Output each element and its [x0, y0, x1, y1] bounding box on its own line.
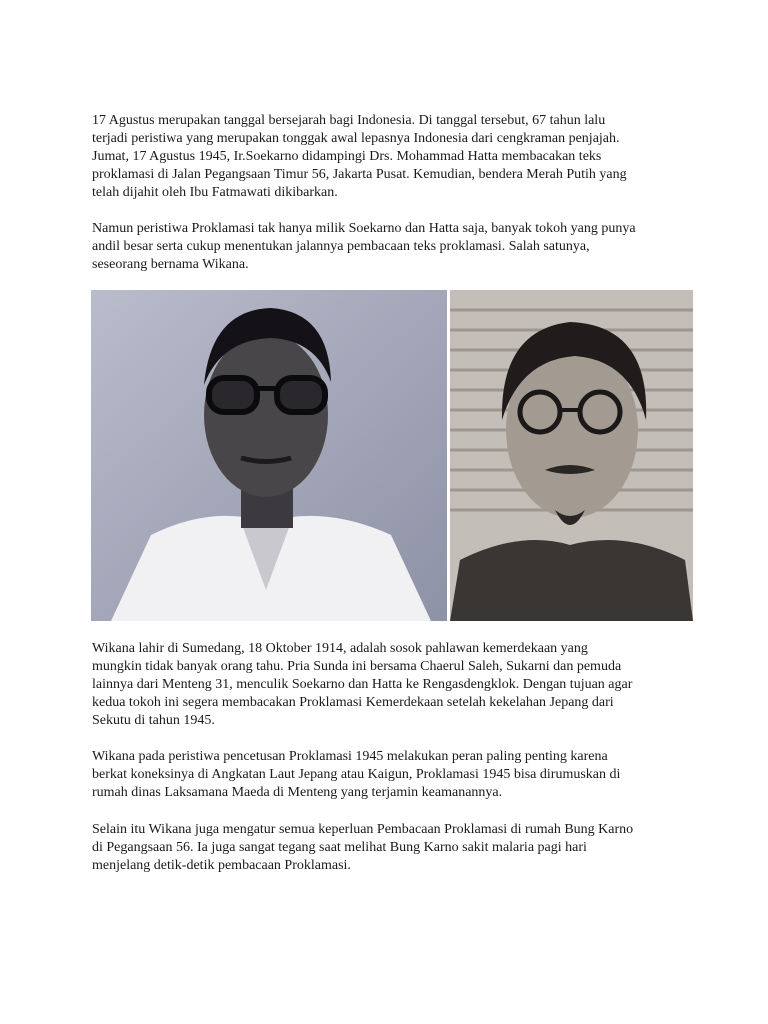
text-line: Jumat, 17 Agustus 1945, Ir.Soekarno didampingi Drs. Mohammad Hatta membacakan teks: [92, 149, 602, 164]
text-line: berkat koneksinya di Angkatan Laut Jepang atau Kaigun, Proklamasi 1945 bisa dirumuskan di: [92, 767, 621, 782]
portrait-right-drawing: [450, 290, 693, 621]
text-line: andil besar serta cukup menentukan jalannya pembacaan teks proklamasi. Salah satunya,: [92, 239, 590, 254]
text-line: Wikana pada peristiwa pencetusan Proklamasi 1945 melakukan peran paling penting karena: [92, 749, 608, 764]
text-line: menjelang detik-detik pembacaan Proklamasi.: [92, 858, 351, 873]
text-line: Wikana lahir di Sumedang, 18 Oktober 1914, adalah sosok pahlawan kemerdekaan yang: [92, 641, 588, 656]
paragraph-wikana-intro: [92, 220, 702, 274]
paragraph-wikana-role: [92, 748, 702, 802]
portrait-left-drawing: [91, 290, 447, 621]
text-line: Sekutu di tahun 1945.: [92, 713, 215, 728]
text-line: di Pegangsaan 56. Ia juga sangat tegang saat melihat Bung Karno sakit malaria pagi hari: [92, 840, 587, 855]
portrait-photo-left: [91, 290, 447, 621]
paragraph-intro: [92, 112, 702, 202]
text-line: rumah dinas Laksamana Maeda di Menteng yang terjamin keamanannya.: [92, 785, 503, 800]
text-line: mungkin tidak banyak orang tahu. Pria Sunda ini bersama Chaerul Saleh, Sukarni dan pemuda: [92, 659, 622, 674]
text-line: 17 Agustus merupakan tanggal bersejarah bagi Indonesia. Di tanggal tersebut, 67 tahun lalu: [92, 113, 606, 128]
text-line: seseorang bernama Wikana.: [92, 257, 249, 272]
text-line: telah dijahit oleh Ibu Fatmawati dikibarkan.: [92, 185, 338, 200]
paragraph-wikana-preparation: [92, 821, 702, 875]
text-line: kedua tokoh ini segera membacakan Proklamasi Kemerdekaan setelah kekelahan Jepang dari: [92, 695, 614, 710]
text-line: lainnya dari Menteng 31, menculik Soekarno dan Hatta ke Rengasdengklok. Dengan tujuan agar: [92, 677, 633, 692]
text-line: terjadi peristiwa yang merupakan tonggak awal lepasnya Indonesia dari cengkraman penjajah.: [92, 131, 620, 146]
paragraph-wikana-biography: [92, 640, 702, 730]
text-line: proklamasi di Jalan Pegangsaan Timur 56, Jakarta Pusat. Kemudian, bendera Merah Putih yang: [92, 167, 627, 182]
text-line: Namun peristiwa Proklamasi tak hanya milik Soekarno dan Hatta saja, banyak tokoh yang punya: [92, 221, 636, 236]
text-line: Selain itu Wikana juga mengatur semua keperluan Pembacaan Proklamasi di rumah Bung Karno: [92, 822, 634, 837]
portrait-photo-right: [450, 290, 693, 621]
